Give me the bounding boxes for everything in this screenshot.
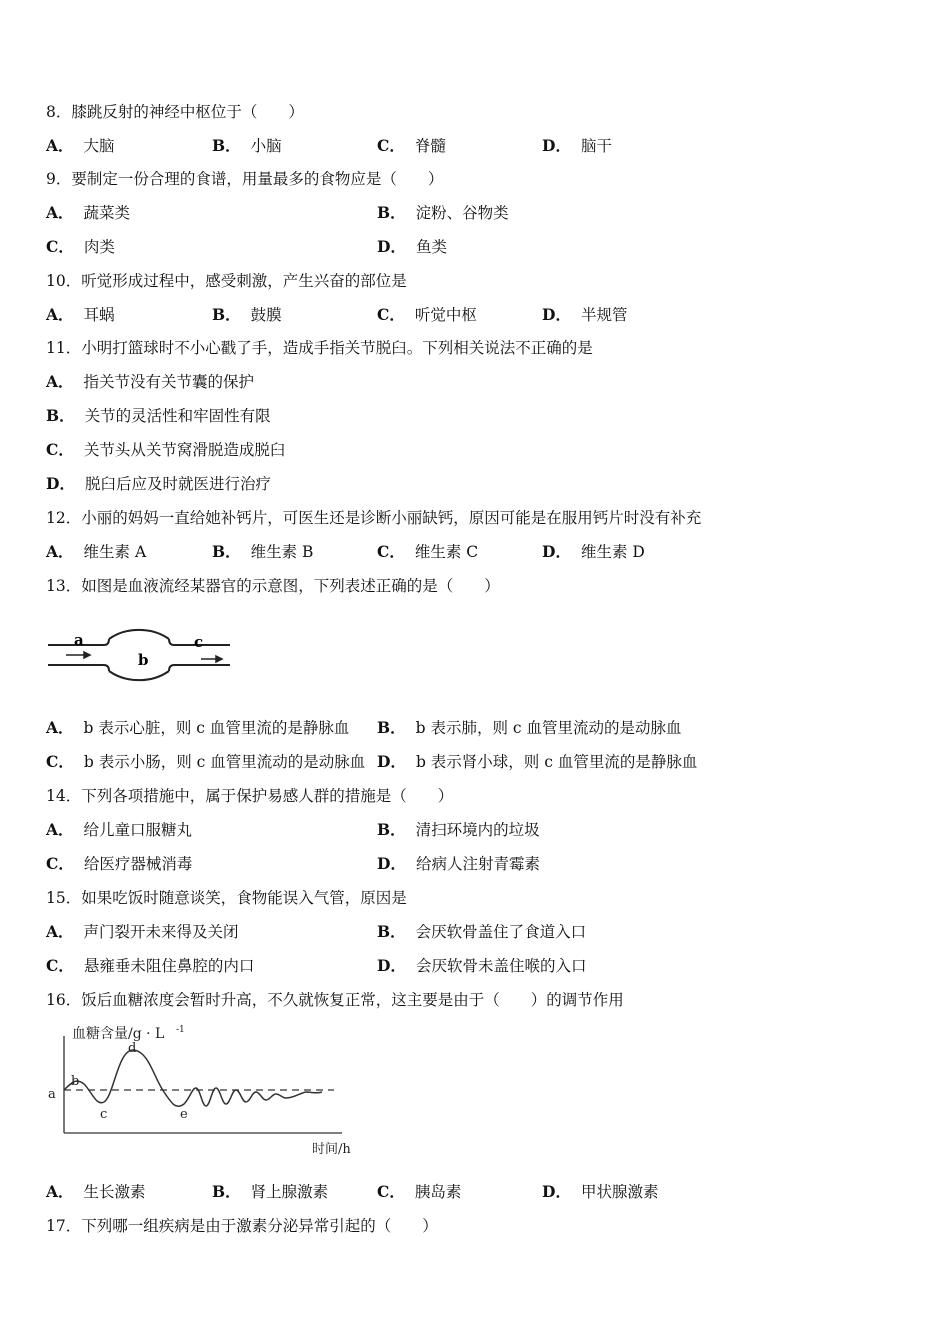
- question-13-option-d: D． b 表示肾小球，则 c 血管里流的是静脉血: [377, 752, 698, 771]
- question-11-option-a: A． 指关节没有关节囊的保护: [46, 372, 255, 391]
- diagram-label-a: a: [74, 631, 84, 649]
- question-17-stem: 17．下列哪一组疾病是由于激素分泌异常引起的（ ）: [46, 1217, 438, 1235]
- graph-label-b: b: [71, 1074, 80, 1089]
- question-9-option-b: B． 淀粉、谷物类: [377, 203, 509, 222]
- question-10-option-b: B． 鼓膜: [212, 305, 282, 324]
- question-10-stem: 10．听觉形成过程中，感受刺激，产生兴奋的部位是: [46, 272, 407, 290]
- question-8-option-b: B． 小脑: [212, 136, 282, 155]
- question-14-option-b: B． 清扫环境内的垃圾: [377, 820, 540, 839]
- question-15-option-a: A． 声门裂开未来得及关闭: [46, 922, 239, 941]
- question-13-option-a: A． b 表示心脏，则 c 血管里流的是静脉血: [46, 718, 350, 737]
- question-15-option-b: B． 会厌软骨盖住了食道入口: [377, 922, 587, 941]
- question-16-option-b: B． 肾上腺激素: [212, 1182, 329, 1201]
- question-14-option-c: C． 给医疗器械消毒: [46, 854, 193, 873]
- diagram-label-c: c: [194, 633, 204, 651]
- question-16-stem: 16．饭后血糖浓度会暂时升高，不久就恢复正常，这主要是由于（ ）的调节作用: [46, 991, 624, 1009]
- question-9-option-d: D． 鱼类: [377, 237, 447, 256]
- graph-label-e: e: [180, 1107, 188, 1122]
- question-11-option-c: C． 关节头从关节窝滑脱造成脱臼: [46, 440, 286, 459]
- question-14-stem: 14．下列各项措施中，属于保护易感人群的措施是（ ）: [46, 787, 454, 805]
- question-8-option-c: C． 脊髓: [377, 136, 446, 155]
- question-11-stem: 11．小明打篮球时不小心戳了手，造成手指关节脱臼。下列相关说法不正确的是: [46, 339, 593, 357]
- question-14-option-d: D． 给病人注射青霉素: [377, 854, 540, 873]
- question-15-option-d: D． 会厌软骨未盖住喉的入口: [377, 956, 587, 975]
- question-13-stem: 13．如图是血液流经某器官的示意图，下列表述正确的是（ ）: [46, 577, 500, 595]
- question-12-option-d: D． 维生素 D: [542, 542, 645, 561]
- question-10-option-c: C． 听觉中枢: [377, 305, 477, 324]
- graph-x-axis-label: 时间/h: [312, 1142, 351, 1157]
- question-12-option-b: B． 维生素 B: [212, 542, 314, 561]
- question-12-option-c: C． 维生素 C: [377, 542, 479, 561]
- question-9-option-a: A． 蔬菜类: [46, 203, 131, 222]
- question-10-option-a: A． 耳蜗: [46, 305, 115, 324]
- question-10-option-d: D． 半规管: [542, 305, 628, 324]
- question-11-option-d: D． 脱臼后应及时就医进行治疗: [46, 474, 271, 493]
- question-16-option-a: A． 生长激素: [46, 1182, 146, 1201]
- question-15-option-c: C． 悬雍垂未阻住鼻腔的内口: [46, 956, 255, 975]
- graph-y-axis-label: 血糖含量/g · L: [72, 1026, 165, 1042]
- question-16-option-c: C． 胰岛素: [377, 1182, 462, 1201]
- question-9-stem: 9．要制定一份合理的食谱，用量最多的食物应是（ ）: [46, 170, 444, 188]
- question-13-option-b: B． b 表示肺，则 c 血管里流动的是动脉血: [377, 718, 682, 737]
- blood-sugar-graph: [44, 1018, 364, 1163]
- diagram-label-b: b: [138, 651, 149, 669]
- graph-label-d: d: [128, 1041, 137, 1056]
- graph-label-a: a: [48, 1087, 56, 1102]
- question-13-option-c: C． b 表示小肠，则 c 血管里流动的是动脉血: [46, 752, 366, 771]
- question-9-option-c: C． 肉类: [46, 237, 115, 256]
- question-12-option-a: A． 维生素 A: [46, 542, 147, 561]
- question-8-option-a: A． 大脑: [46, 136, 115, 155]
- blood-flow-diagram: [46, 615, 236, 695]
- question-8-stem: 8．膝跳反射的神经中枢位于（ ）: [46, 103, 304, 121]
- question-8-option-d: D． 脑干: [542, 136, 612, 155]
- question-15-stem: 15．如果吃饭时随意谈笑，食物能误入气管，原因是: [46, 889, 407, 907]
- question-16-option-d: D． 甲状腺激素: [542, 1182, 659, 1201]
- question-11-option-b: B． 关节的灵活性和牢固性有限: [46, 406, 271, 425]
- question-12-stem: 12．小丽的妈妈一直给她补钙片，可医生还是诊断小丽缺钙，原因可能是在服用钙片时没有补充: [46, 509, 702, 527]
- graph-y-axis-unit-exponent: -1: [176, 1025, 185, 1035]
- question-14-option-a: A． 给儿童口服糖丸: [46, 820, 193, 839]
- graph-label-c: c: [100, 1107, 108, 1122]
